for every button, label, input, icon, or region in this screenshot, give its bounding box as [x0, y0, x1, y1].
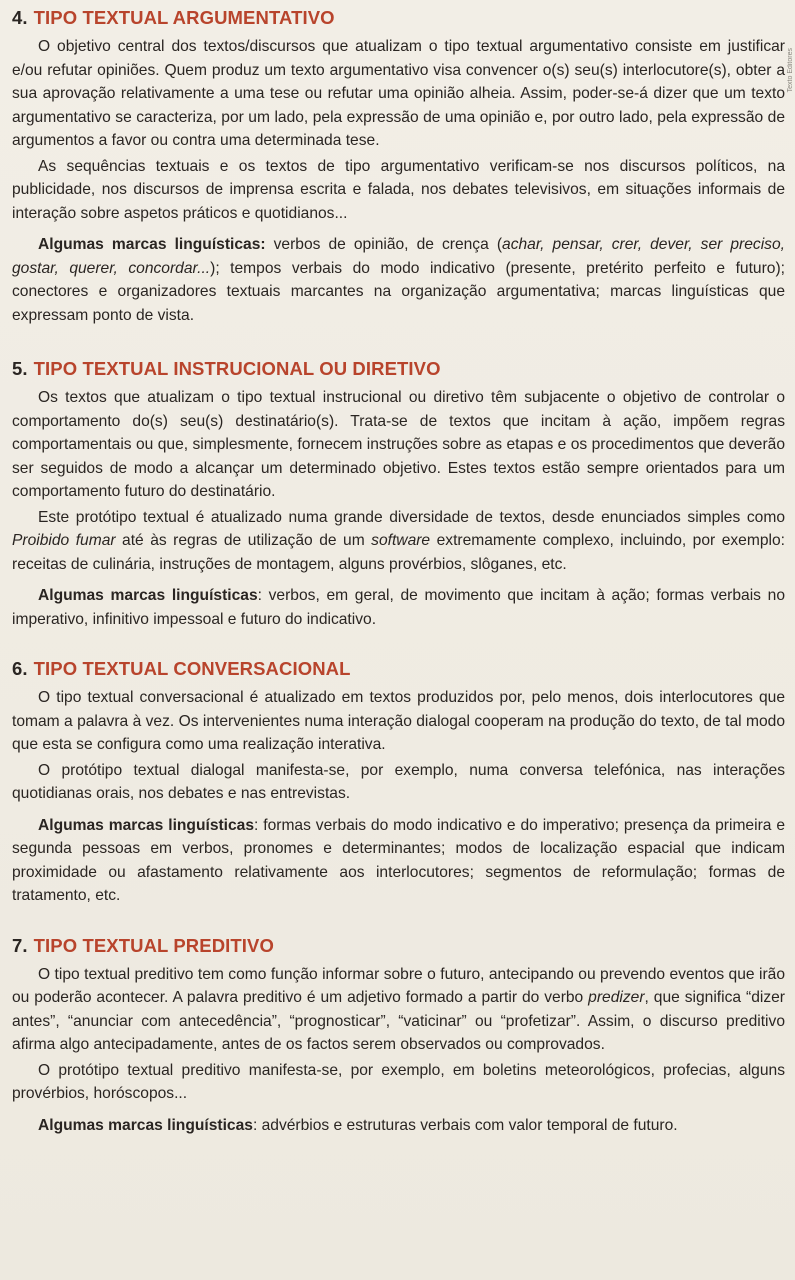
section-number: 4.: [12, 7, 28, 28]
paragraph: O protótipo textual dialogal manifesta-se, por exemplo, numa conversa telefónica, nas interações quotidianas orais, nos debates e nas entrevistas.: [12, 761, 785, 802]
paragraph: O protótipo textual preditivo manifesta-se, por exemplo, em boletins meteorológicos, profecias, alguns provérbios, horóscopos...: [12, 1061, 785, 1102]
text-run: , que significa “dizer antes”, “anunciar com antecedência”, “prognosticar”, “vaticinar” ou “profetizar”. Assim, o discurso preditivo afirma algo antecipadamente, antes de os factos serem observados ou comprovados.: [12, 989, 785, 1053]
italic-run: software: [371, 532, 431, 549]
paragraph: [12, 963, 785, 1057]
side-publisher-note: Texto Editores: [787, 48, 794, 93]
section-preditivo: [12, 934, 785, 1138]
marks-label: Algumas marcas linguísticas:: [38, 236, 266, 253]
marks-text: : formas verbais do modo indicativo e do imperativo; presença da primeira e segunda pessoas em verbos, pronomes e determinantes; modos de localização espacial que indicam proximidade ou afastamento relativamente aos interlocutores; segmentos de reformulação; formas de tratamento, etc.: [12, 816, 785, 904]
section-conversacional: [12, 657, 785, 908]
section-title: TIPO TEXTUAL INSTRUCIONAL OU DIRETIVO: [33, 358, 441, 379]
linguistic-marks: [12, 814, 785, 908]
section-number: 5.: [12, 358, 28, 379]
text-run: O tipo textual preditivo tem como função informar sobre o futuro, antecipando ou prevendo eventos que irão ou poderão acontecer. A palavra preditivo é um adjetivo formado a partir do verbo: [12, 965, 785, 1006]
section-heading: [12, 657, 785, 681]
paragraph: As sequências textuais e os textos de tipo argumentativo verificam-se nos discursos políticos, na publicidade, nos discursos de imprensa escrita e falada, nos debates televisivos, em situações informais de interação sobre aspetos práticos e quotidianos...: [12, 157, 785, 222]
section-heading: [12, 934, 785, 958]
linguistic-marks: [12, 233, 785, 327]
marks-label: Algumas marcas linguísticas: [38, 816, 255, 834]
italic-run: predizer: [588, 989, 645, 1006]
section-number: 7.: [12, 934, 28, 956]
section-instrucional: [12, 357, 785, 631]
section-title: TIPO TEXTUAL ARGUMENTATIVO: [33, 7, 335, 28]
text-run: até às regras de utilização de um: [115, 532, 372, 549]
linguistic-marks: [12, 584, 785, 631]
marks-italic: achar, pensar, crer, dever, ser preciso, gostar, querer, concordar...: [12, 236, 785, 277]
marks-text: ); tempos verbais do modo indicativo (presente, pretérito perfeito e futuro); conectores e organizadores textuais marcantes na organização argumentativa; marcas linguísticas que expressam ponto de vista.: [12, 259, 785, 324]
linguistic-marks: [12, 1114, 785, 1138]
section-title: TIPO TEXTUAL PREDITIVO: [33, 934, 274, 956]
text-run: Este protótipo textual é atualizado numa grande diversidade de textos, desde enunciados simples como: [38, 508, 785, 526]
section-title: TIPO TEXTUAL CONVERSACIONAL: [33, 658, 351, 679]
text-run: extremamente complexo, incluindo, por exemplo: receitas de culinária, instruções de montagem, alguns provérbios, slôganes, etc.: [12, 532, 785, 573]
section-number: 6.: [12, 658, 28, 679]
marks-label: Algumas marcas linguísticas: [38, 1116, 253, 1134]
section-heading: [12, 357, 785, 381]
section-heading: [12, 6, 785, 30]
page-content: [12, 6, 785, 1137]
marks-text: : advérbios e estruturas verbais com valor temporal de futuro.: [252, 1116, 678, 1134]
paragraph: Os textos que atualizam o tipo textual instrucional ou diretivo têm subjacente o objetivo de controlar o comportamento do(s) seu(s) destinatário(s). Trata-se de textos que incitam à ação, impõem regras comportamentais ou que, simplesmente, fornecem instruções sobre as etapas e os procedimentos que deverão ser seguidos de modo a alcançar um determinado objetivo. Estes textos estão sempre orientados para um comportamento futuro do destinatário.: [12, 389, 785, 500]
paragraph: O objetivo central dos textos/discursos que atualizam o tipo textual argumentativo consiste em justificar e/ou refutar opiniões. Quem produz um texto argumentativo visa convencer o(s) seu(s) interlocutore(s), obter a sua aprovação relativamente a uma tese ou refutar uma opinião alheia. Assim, poder-se-á dizer que um texto argumentativo se caracteriza, por um lado, pela expressão de uma opinião e, por outro lado, pela expressão de argumentos a favor ou contra uma determinada tese.: [12, 38, 785, 149]
section-argumentativo: [12, 6, 785, 327]
marks-text: : verbos, em geral, de movimento que incitam à ação; formas verbais no imperativo, infinitivo impessoal e futuro do indicativo.: [12, 587, 785, 628]
marks-label: Algumas marcas linguísticas: [38, 587, 258, 604]
marks-text: verbos de opinião, de crença (: [265, 236, 503, 253]
paragraph: O tipo textual conversacional é atualizado em textos produzidos por, pelo menos, dois interlocutores que tomam a palavra à vez. Os intervenientes numa interação dialogal cooperam na produção do texto, de tal modo que esta se configura como uma realização interativa.: [12, 689, 785, 753]
paragraph: [12, 506, 785, 577]
italic-run: Proibido fumar: [12, 532, 116, 549]
